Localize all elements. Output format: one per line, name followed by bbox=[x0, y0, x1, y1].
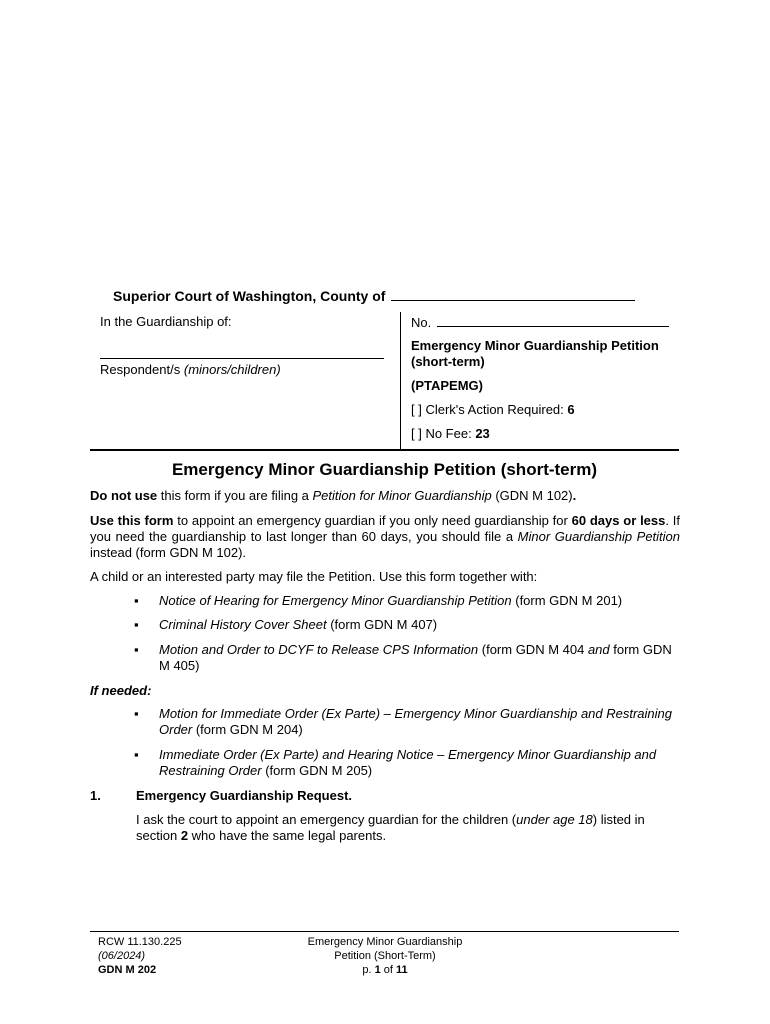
bullet-icon: ▪ bbox=[134, 642, 139, 657]
caption-form-code: (PTAPEMG) bbox=[411, 378, 483, 393]
respondent-name-field[interactable] bbox=[100, 358, 384, 359]
page-number: p. 1 of 11 bbox=[362, 964, 408, 976]
bullet-icon: ▪ bbox=[134, 617, 139, 632]
required-form-item: Criminal History Cover Sheet (form GDN M 407) bbox=[159, 617, 438, 632]
footer-citation bbox=[98, 935, 182, 977]
case-number-field[interactable] bbox=[437, 314, 669, 327]
county-blank-field[interactable] bbox=[391, 288, 635, 301]
footer-form-name bbox=[290, 935, 480, 977]
intro-do-not-use: Do not use this form if you are filing a Petition for Minor Guardianship (GDN M 102). bbox=[90, 488, 577, 503]
no-fee-checkbox[interactable]: [ ] No Fee: 23 bbox=[411, 426, 490, 441]
document-title: Emergency Minor Guardianship Petition (short-term) bbox=[171, 460, 598, 479]
case-info-column bbox=[411, 314, 679, 442]
optional-form-item: Motion for Immediate Order (Ex Parte) – Emergency Minor Guardianship and Restraining Order (form GDN M 204) bbox=[159, 706, 672, 737]
intro-use-this-form: Use this form to appoint an emergency guardian if you only need guardianship for 60 days or less. If you need the guardianship to last longer than 60 days, you should file a Minor Guardianship Petition instead (form GDN M 102). bbox=[90, 513, 681, 560]
intro-who-may-file: A child or an interested party may file the Petition. Use this form together with: bbox=[90, 569, 538, 584]
footer-title-line2: Petition (Short-Term) bbox=[334, 950, 436, 962]
section-1-text: I ask the court to appoint an emergency guardian for the children (under age 18) listed in section 2 who have the same legal parents. bbox=[136, 812, 645, 843]
caption-form-title: Emergency Minor Guardianship Petition (short-term) bbox=[411, 338, 659, 369]
section-1-number: 1. bbox=[90, 788, 101, 803]
case-number-label: No. bbox=[411, 315, 432, 330]
bullet-icon: ▪ bbox=[134, 706, 139, 721]
clerk-action-checkbox[interactable]: [ ] Clerk's Action Required: 6 bbox=[411, 402, 575, 417]
footer-date: (06/2024) bbox=[98, 950, 146, 962]
section-1-title: Emergency Guardianship Request. bbox=[136, 788, 353, 803]
court-heading bbox=[113, 288, 635, 304]
caption-divider bbox=[400, 312, 401, 450]
case-number-line bbox=[411, 314, 679, 331]
optional-form-item: Immediate Order (Ex Parte) and Hearing Notice – Emergency Minor Guardianship and Restraining Order (form GDN M 205) bbox=[159, 747, 657, 778]
if-needed-label: If needed: bbox=[90, 683, 152, 698]
footer-form-number: GDN M 202 bbox=[98, 964, 157, 976]
court-name: Superior Court of Washington, County of bbox=[113, 288, 386, 304]
required-form-item: Motion and Order to DCYF to Release CPS Information (form GDN M 404 and form GDN M 405) bbox=[159, 642, 672, 673]
footer-rcw: RCW 11.130.225 bbox=[98, 936, 182, 948]
required-form-item: Notice of Hearing for Emergency Minor Guardianship Petition (form GDN M 201) bbox=[159, 593, 623, 608]
in-the-matter-label: In the Guardianship of: bbox=[100, 314, 232, 329]
caption-bottom-rule bbox=[90, 449, 679, 451]
footer-title-line1: Emergency Minor Guardianship bbox=[307, 936, 463, 948]
footer-rule bbox=[90, 931, 679, 932]
bullet-icon: ▪ bbox=[134, 747, 139, 762]
bullet-icon: ▪ bbox=[134, 593, 139, 608]
respondent-label: Respondent/s (minors/children) bbox=[100, 362, 281, 377]
